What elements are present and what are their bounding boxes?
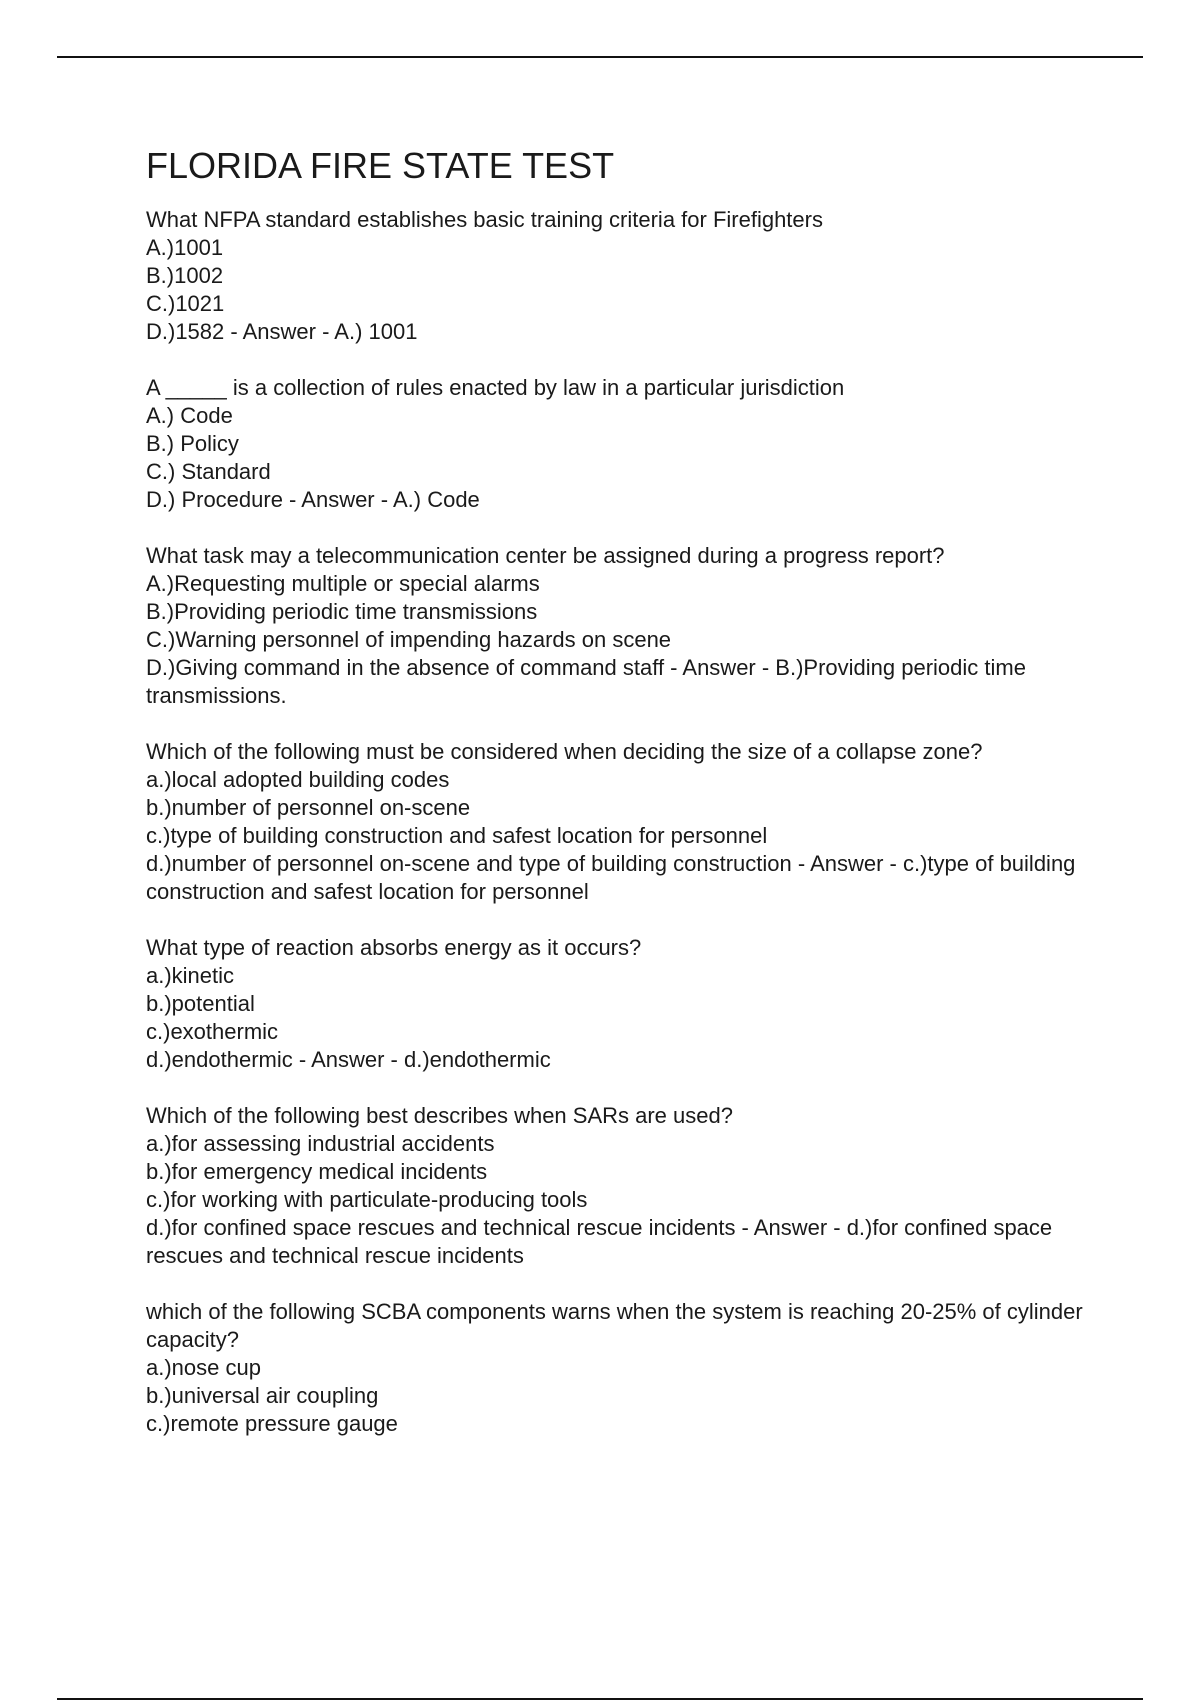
answer-option: C.)1021 [146, 291, 225, 316]
question-prompt: A _____ is a collection of rules enacted by law in a particular jurisdiction [146, 375, 845, 400]
question-block [146, 1298, 1106, 1438]
question-block [146, 934, 1106, 1074]
answer-option: C.)Warning personnel of impending hazards on scene [146, 627, 672, 652]
question-block [146, 206, 1106, 346]
document-body [146, 142, 1106, 1466]
question-prompt: What NFPA standard establishes basic training criteria for Firefighters [146, 207, 823, 232]
answer-option: B.)1002 [146, 263, 224, 288]
answer-option: B.) Policy [146, 431, 239, 456]
page-title: FLORIDA FIRE STATE TEST [146, 145, 615, 186]
answer-option: d.)endothermic - Answer - d.)endothermic [146, 1047, 551, 1072]
answer-option: a.)nose cup [146, 1355, 261, 1380]
answer-option: d.)for confined space rescues and technical rescue incidents - Answer - d.)for confined space rescues and technical rescue incidents [146, 1215, 1053, 1268]
answer-option: C.) Standard [146, 459, 271, 484]
header-rule [57, 56, 1143, 58]
answer-option: a.)kinetic [146, 963, 235, 988]
answer-option: A.)Requesting multiple or special alarms [146, 571, 540, 596]
question-prompt: What type of reaction absorbs energy as it occurs? [146, 935, 642, 960]
question-prompt: What task may a telecommunication center be assigned during a progress report? [146, 543, 945, 568]
answer-option: D.)Giving command in the absence of command staff - Answer - B.)Providing periodic time transmissions. [146, 655, 1026, 708]
answer-option: b.)for emergency medical incidents [146, 1159, 488, 1184]
question-block [146, 374, 1106, 514]
answer-option: b.)number of personnel on-scene [146, 795, 471, 820]
answer-option: a.)for assessing industrial accidents [146, 1131, 495, 1156]
question-block [146, 738, 1106, 906]
answer-option: B.)Providing periodic time transmissions [146, 599, 538, 624]
answer-option: d.)number of personnel on-scene and type of building construction - Answer - c.)type of building construction and safest location for personnel [146, 851, 1076, 904]
question-prompt: Which of the following best describes when SARs are used? [146, 1103, 733, 1128]
answer-option: a.)local adopted building codes [146, 767, 450, 792]
question-prompt: which of the following SCBA components warns when the system is reaching 20-25% of cylinder capacity? [146, 1299, 1083, 1352]
answer-option: A.)1001 [146, 235, 224, 260]
answer-option: b.)universal air coupling [146, 1383, 379, 1408]
answer-option: c.)for working with particulate-producing tools [146, 1187, 588, 1212]
answer-option: c.)exothermic [146, 1019, 279, 1044]
question-block [146, 542, 1106, 710]
answer-option: c.)remote pressure gauge [146, 1411, 398, 1436]
answer-option: A.) Code [146, 403, 233, 428]
answer-option: D.)1582 - Answer - A.) 1001 [146, 319, 418, 344]
answer-option: c.)type of building construction and safest location for personnel [146, 823, 768, 848]
question-block [146, 1102, 1106, 1270]
answer-option: D.) Procedure - Answer - A.) Code [146, 487, 480, 512]
question-prompt: Which of the following must be considered when deciding the size of a collapse zone? [146, 739, 983, 764]
answer-option: b.)potential [146, 991, 255, 1016]
